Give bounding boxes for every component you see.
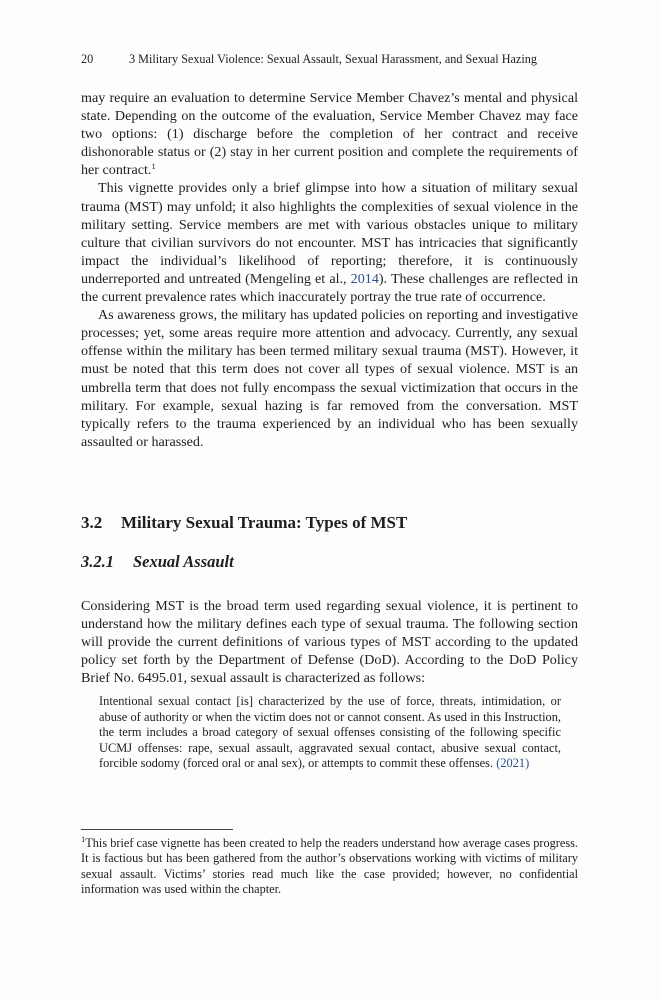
paragraph-2	[81, 179, 578, 306]
paragraph-2-text-a: This vignette provides only a brief glimpse into how a situation of military sexual trauma (MST) may unfold; it also highlights the complexities of sexual violence in the military setting. Service members are met with various obstacles unique to military culture that civilian survivors do not encounter. MST has intricacies that significantly impact the individual’s likelihood of reporting; therefore, it is continuously underreported and untreated (Mengeling et al.,	[81, 180, 578, 287]
paragraph-1-text: may require an evaluation to determine Service Member Chavez’s mental and physical state. Depending on the outcome of the evaluation, Service Member Chavez may face two options: (1) discharge before the completion of her contract and receive dishonorable status or (2) stay in her current position and complete the requirements of her contract.	[81, 90, 578, 179]
paragraph-2-text-b: ). These challenges are reflected in the current prevalence rates which inaccurately portray the true rate of occurrence.	[81, 270, 578, 306]
footnote-text: This brief case vignette has been created to help the readers understand how average cases progress. It is factious but has been gathered from the author’s observations working with victims of military sexual assault. Victims’ stories read much like the case provided; however, no confidential information was used within the chapter.	[81, 836, 578, 897]
section-title: Military Sexual Trauma: Types of MST	[121, 513, 408, 532]
running-head	[81, 51, 578, 67]
quote-text: Intentional sexual contact [is] characterized by the use of force, threats, intimidation, or abuse of authority or when the victim does not or cannot consent. As used in this Instruction, the term includes a broad category of sexual offenses consisting of the following specific UCMJ offenses: rape, sexual assault, aggravated sexual contact, abusive sexual contact, forcible sodomy (forced oral or anal sex), or attempts to commit these offenses.	[99, 694, 561, 771]
subsection-title: Sexual Assault	[133, 552, 234, 571]
body-text	[81, 89, 578, 451]
quote-paragraph	[99, 694, 561, 772]
footnote-paragraph	[81, 836, 578, 898]
block-quote	[99, 694, 561, 772]
chapter-title: 3 Military Sexual Violence: Sexual Assault, Sexual Harassment, and Sexual Hazing	[129, 52, 537, 66]
paragraph-1	[81, 89, 578, 179]
subsection-number: 3.2.1	[81, 552, 114, 571]
citation-link-2014[interactable]: 2014	[350, 270, 379, 287]
section-heading	[81, 513, 407, 533]
paragraph-3: As awareness grows, the military has updated policies on reporting and investigative processes; yet, some areas require more attention and advocacy. Currently, any sexual offense within the military has been termed military sexual trauma (MST). However, it must be noted that this term does not cover all types of sexual violence. MST is an umbrella term that does not fully encompass the sexual victimization that occurs in the military. For example, sexual hazing is far removed from the conversation. MST typically refers to the trauma experienced by an individual who has been sexually assaulted or harassed.	[81, 307, 578, 450]
citation-link-2021[interactable]: (2021)	[496, 756, 530, 771]
footnote-divider	[81, 829, 233, 830]
footnote-marker: 1	[81, 834, 86, 844]
section-body	[81, 597, 578, 687]
footnote	[81, 836, 578, 898]
page-number: 20	[81, 52, 94, 66]
subsection-heading	[81, 552, 234, 572]
footnote-ref[interactable]: 1	[151, 161, 156, 172]
paragraph-4: Considering MST is the broad term used regarding sexual violence, it is pertinent to understand how the military defines each type of sexual trauma. The following section will provide the current definitions of various types of MST according to the updated policy set forth by the Department of Defense (DoD). According to the DoD Policy Brief No. 6495.01, sexual assault is characterized as follows:	[81, 598, 578, 687]
section-number: 3.2	[81, 513, 103, 532]
